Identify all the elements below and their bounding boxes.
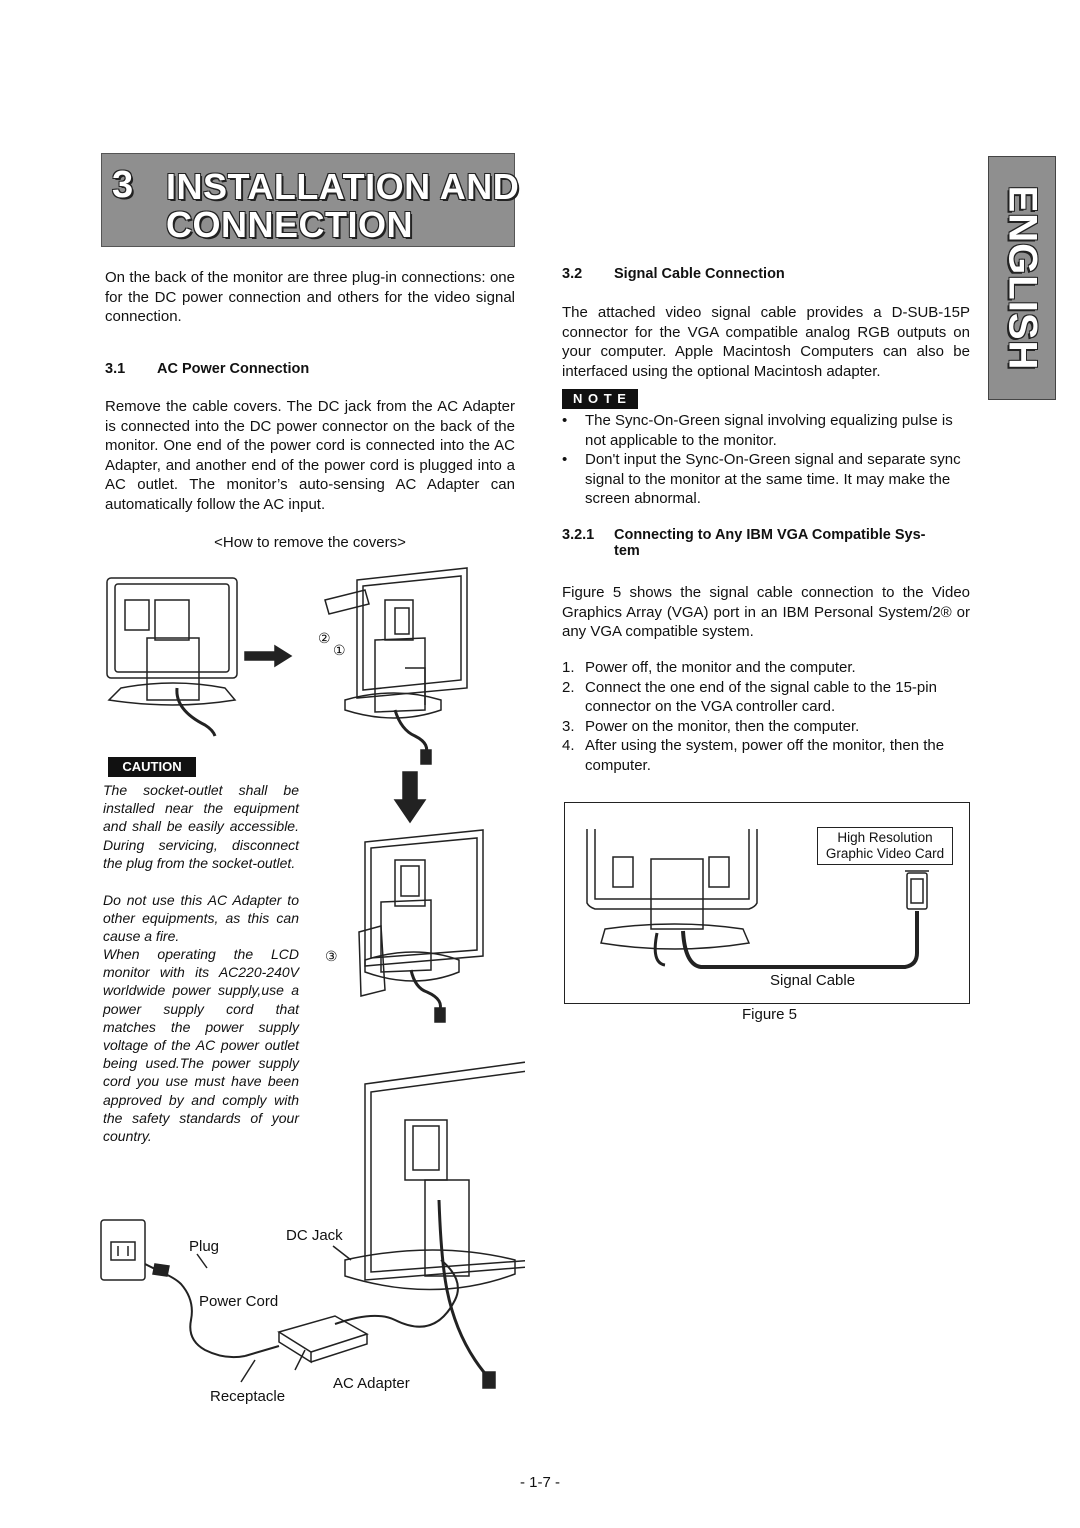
section-title-line1: INSTALLATION AND xyxy=(166,166,520,207)
ac-adapter xyxy=(279,1316,367,1362)
step-2-marker: ② xyxy=(318,630,331,646)
step-item: 3. Power on the monitor, then the computer. xyxy=(562,717,860,735)
heading-3-2-1 xyxy=(562,527,972,559)
step-text: After using the system, power off the monitor, then the computer. xyxy=(585,737,945,774)
monitor-cable-cover xyxy=(359,830,483,1022)
section-title-banner xyxy=(101,153,520,247)
bullet-icon: • xyxy=(562,451,568,468)
installation-illustration xyxy=(95,560,525,1410)
caution-paragraph-2: Do not use this AC Adapter to other equipments, as this can cause a fire. xyxy=(103,892,299,945)
heading-3-2-number: 3.2 xyxy=(562,266,583,282)
language-label: ENGLISH xyxy=(1000,185,1045,371)
intro-paragraph: On the back of the monitor are three plug-in connections: one for the DC power connection and others for the video signal connection. xyxy=(105,269,515,325)
monitor-back-view xyxy=(107,578,237,736)
step-text: Power on the monitor, then the computer. xyxy=(585,717,860,735)
dc-jack-label: DC Jack xyxy=(286,1227,343,1244)
ac-adapter-label: AC Adapter xyxy=(333,1375,410,1392)
cover-arrow xyxy=(405,668,425,705)
figure-5-caption: Figure 5 xyxy=(742,1006,798,1023)
note-item-text: Don't input the Sync-On-Green signal and separate sync signal to the monitor at the same time. It may make the screen abnormal. xyxy=(585,451,961,507)
note-list xyxy=(562,411,970,509)
section-number: 3 xyxy=(112,164,134,206)
wall-outlet xyxy=(101,1220,145,1280)
heading-3-1 xyxy=(105,361,309,377)
caution-paragraph-3: When operating the LCD monitor with its AC220-240V worldwide power supply,use a power supply cord that matches the power supply voltage of the AC power outlet being used.The power supply cord you use must have been approved by and comply with the safety standards of your country. xyxy=(103,946,299,1145)
step-1-marker: ① xyxy=(333,642,346,658)
caution-paragraph-1: The socket-outlet shall be installed near the equipment and shall be easily accessible. During servicing, disconnect the plug from the socket-outlet. xyxy=(103,782,299,871)
plug-label: Plug xyxy=(189,1238,220,1255)
step-item: 4. After using the system, power off the monitor, then the computer. xyxy=(562,737,945,774)
note-item xyxy=(562,450,970,509)
heading-3-1-text: AC Power Connection xyxy=(157,361,310,377)
monitor-assembled xyxy=(345,1060,525,1388)
vga-paragraph: Figure 5 shows the signal cable connection to the Video Graphics Array (VGA) port in an IBM Personal System/2® or any VGA compatible system. xyxy=(562,584,970,640)
heading-3-2 xyxy=(562,266,785,282)
step-text: Power off, the monitor and the computer. xyxy=(585,659,856,676)
note-label: N O T E xyxy=(562,389,638,409)
covers-caption: <How to remove the covers> xyxy=(214,534,406,551)
language-tab xyxy=(988,156,1056,400)
monitor-covers-removed xyxy=(325,568,467,764)
bullet-icon: • xyxy=(562,412,568,429)
heading-3-2-1-number: 3.2.1 xyxy=(562,527,595,543)
video-card-label-line1: High Resolution xyxy=(837,830,933,845)
note-item-text: The Sync-On-Green signal involving equalizing pulse is not applicable to the monitor. xyxy=(585,412,953,449)
arrow-right-icon xyxy=(245,646,291,666)
video-card-label-box xyxy=(817,827,953,865)
power-cord-label: Power Cord xyxy=(199,1293,279,1310)
caution-label: CAUTION xyxy=(108,757,196,777)
note-item xyxy=(562,411,970,450)
step-item: 1. Power off, the monitor and the computer. xyxy=(562,659,856,676)
signal-cable-label: Signal Cable xyxy=(770,972,856,989)
step-3-marker: ③ xyxy=(325,948,338,964)
connection-steps xyxy=(562,658,970,775)
step-text: Connect the one end of the signal cable to the 15-pin connector on the VGA controller card. xyxy=(585,678,937,715)
ac-power-paragraph: Remove the cable covers. The DC jack from the AC Adapter is connected into the DC power connector on the back of the monitor. One end of the power cord is connected into the AC Adapter, and another end of the power cord is plugged into a AC outlet. The monitor’s auto-sensing AC Adapter can automatically follow the AC input. xyxy=(105,398,515,513)
step-item: 2. Connect the one end of the signal cable to the 15-pin connector on the VGA controller card. xyxy=(562,678,937,715)
page-number: - 1-7 - xyxy=(519,1474,560,1491)
signal-cable-paragraph: The attached video signal cable provides a D-SUB-15P connector for the VGA compatible analog RGB outputs on your computer. Apple Macintosh Computers can also be interfaced using the optional Macintosh adapter. xyxy=(562,304,970,380)
arrow-down-icon xyxy=(395,772,425,822)
figure-5-frame xyxy=(564,802,970,1004)
video-card-label-line2: Graphic Video Card xyxy=(825,846,945,861)
receptacle-label: Receptacle xyxy=(210,1388,286,1405)
heading-3-2-1-text-line2: tem xyxy=(614,543,640,559)
heading-3-1-number: 3.1 xyxy=(105,361,126,377)
heading-3-2-1-text-line1: Connecting to Any IBM VGA Compatible Sys- xyxy=(614,527,926,543)
section-title-line2: CONNECTION xyxy=(166,204,413,245)
heading-3-2-text: Signal Cable Connection xyxy=(614,266,785,282)
